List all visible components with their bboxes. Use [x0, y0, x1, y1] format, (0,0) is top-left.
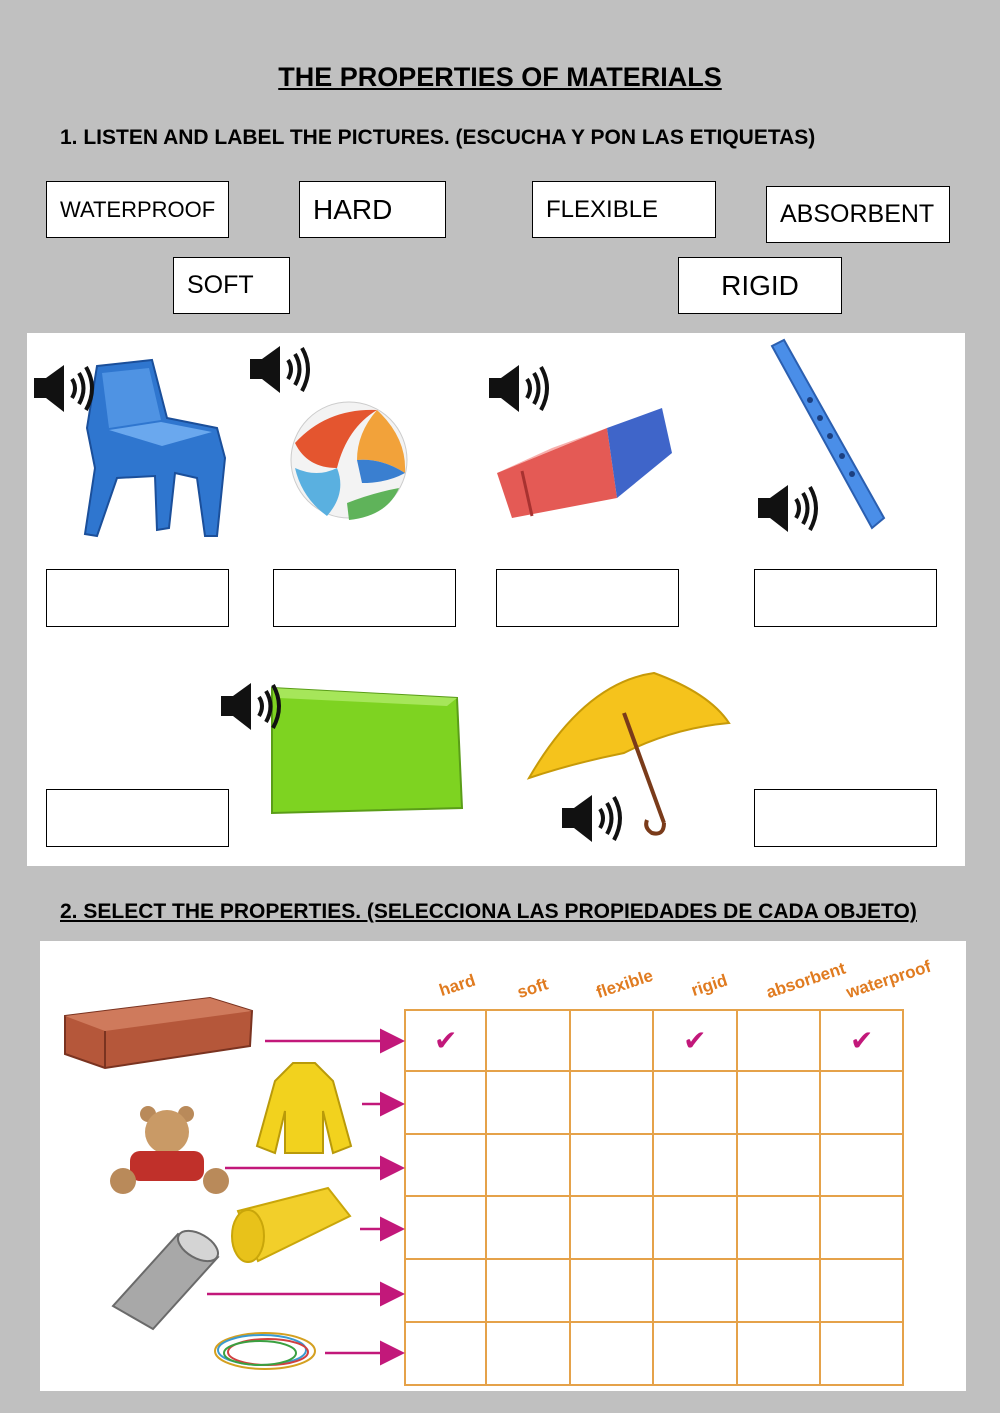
- drop-box-recorder[interactable]: [754, 569, 937, 627]
- column-header-soft: soft: [514, 974, 551, 1003]
- column-header-flexible: flexible: [593, 965, 656, 1003]
- arrows-layer: [40, 941, 966, 1391]
- drop-box-sponge[interactable]: [46, 789, 229, 847]
- speaker-icon-sponge[interactable]: [219, 679, 289, 734]
- instruction-2: 2. SELECT THE PROPERTIES. (SELECCIONA LAS PROPIEDADES DE CADA OBJETO): [60, 900, 917, 923]
- speaker-icon-eraser[interactable]: [487, 361, 557, 416]
- page-title: THE PROPERTIES OF MATERIALS: [278, 62, 722, 92]
- word-card-flexible[interactable]: FLEXIBLE: [532, 181, 716, 238]
- ball-picture: [287, 398, 412, 523]
- word-card-hard[interactable]: HARD: [299, 181, 446, 238]
- word-card-waterproof[interactable]: WATERPROOF: [46, 181, 229, 238]
- column-header-rigid: rigid: [688, 970, 730, 1001]
- word-card-soft[interactable]: SOFT: [173, 257, 290, 314]
- drop-box-umbrella[interactable]: [754, 789, 937, 847]
- properties-panel: [40, 941, 966, 1391]
- word-card-rigid[interactable]: RIGID: [678, 257, 842, 314]
- check-mark-icon: ✔: [683, 1024, 707, 1056]
- eraser-picture: [492, 403, 677, 523]
- column-header-hard: hard: [436, 970, 478, 1001]
- column-header-waterproof: waterproof: [843, 956, 934, 1003]
- speaker-icon-recorder[interactable]: [756, 481, 826, 536]
- drop-box-eraser[interactable]: [496, 569, 679, 627]
- drop-box-ball[interactable]: [273, 569, 456, 627]
- check-mark-icon: ✔: [849, 1024, 874, 1056]
- speaker-icon-chair[interactable]: [32, 361, 102, 416]
- instruction-1: 1. LISTEN AND LABEL THE PICTURES. (ESCUCHA Y PON LAS ETIQUETAS): [60, 126, 816, 149]
- word-card-absorbent[interactable]: ABSORBENT: [766, 186, 950, 243]
- sponge-picture: [267, 678, 467, 818]
- column-header-absorbent: absorbent: [763, 958, 848, 1003]
- drop-box-chair[interactable]: [46, 569, 229, 627]
- speaker-icon-umbrella[interactable]: [560, 791, 630, 846]
- labeling-panel: [27, 333, 965, 866]
- check-mark-icon: ✔: [433, 1024, 458, 1056]
- speaker-icon-ball[interactable]: [248, 342, 318, 397]
